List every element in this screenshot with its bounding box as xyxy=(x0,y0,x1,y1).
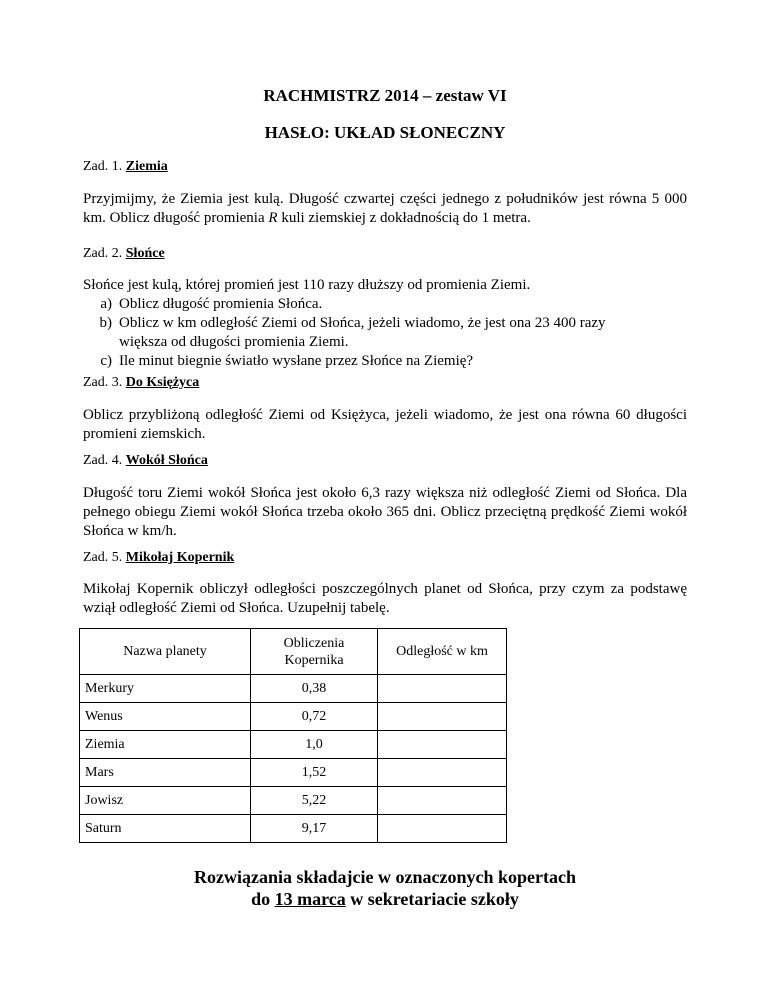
task-3-heading xyxy=(83,373,199,392)
distance-km-cell[interactable] xyxy=(378,787,507,815)
footer-deadline-date: 13 marca xyxy=(274,889,346,909)
task-1-heading xyxy=(83,157,168,176)
page-subtitle: HASŁO: UKŁAD SŁONECZNY xyxy=(264,123,506,142)
planet-distance-table xyxy=(79,628,507,843)
task-5-prefix: Zad. 5. xyxy=(83,550,123,565)
task-2-text: Słońce jest kulą, której promień jest 110 razy dłuższy od promienia Ziemi. xyxy=(83,277,531,293)
planet-name: Merkury xyxy=(80,675,251,703)
item-text: Oblicz długość promienia Słońca. xyxy=(119,296,323,312)
copernicus-value: 5,22 xyxy=(251,787,378,815)
task-3-name: Do Księżyca xyxy=(125,375,200,390)
task-3-prefix: Zad. 3. xyxy=(83,375,123,390)
copernicus-value: 9,17 xyxy=(251,815,378,843)
task-2-prefix: Zad. 2. xyxy=(83,246,123,261)
table-row xyxy=(80,703,507,731)
header-planet-name: Nazwa planety xyxy=(80,629,251,675)
task-2-item-b xyxy=(83,314,687,352)
task-4-name: Wokół Słońca xyxy=(125,453,208,468)
task-1-radius-symbol: R xyxy=(268,210,278,226)
task-1-text xyxy=(83,190,687,228)
header-distance-km: Odległość w km xyxy=(378,629,507,675)
distance-km-cell[interactable] xyxy=(378,731,507,759)
task-2-heading xyxy=(83,244,165,263)
task-5-name: Mikołaj Kopernik xyxy=(125,550,235,565)
distance-km-cell[interactable] xyxy=(378,815,507,843)
footer-line-1: Rozwiązania składajcie w oznaczonych kopertach xyxy=(194,867,576,887)
table-row xyxy=(80,675,507,703)
task-1-text-a: Przyjmijmy, że Ziemia jest kulą. Długość czwartej części jednego z południków jest równa 5 000 km. Oblicz długość promienia xyxy=(83,191,687,226)
task-1-name: Ziemia xyxy=(125,159,168,174)
item-text: Ile minut biegnie światło wysłane przez Słońce na Ziemię? xyxy=(119,353,474,369)
task-2-item-c xyxy=(83,352,687,371)
task-4-text: Długość toru Ziemi wokół Słońca jest około 6,3 razy większa niż odległość Ziemi od Słońca. Dla pełnego obiegu Ziemi wokół Słońca trzeba około 365 dni. Oblicz przeciętną prędkość Ziemi wokół Słońca w km/h. xyxy=(83,485,687,539)
header-copernicus: Obliczenia Kopernika xyxy=(251,629,378,675)
task-2-item-a xyxy=(83,295,687,314)
page-title: RACHMISTRZ 2014 – zestaw VI xyxy=(263,86,507,105)
item-label: a) xyxy=(100,296,112,312)
task-4-heading xyxy=(83,451,208,470)
footer-prefix: do xyxy=(251,889,275,909)
task-2-name: Słońce xyxy=(125,246,165,261)
item-label: b) xyxy=(99,315,112,331)
distance-km-cell[interactable] xyxy=(378,759,507,787)
planet-name: Mars xyxy=(80,759,251,787)
task-4-prefix: Zad. 4. xyxy=(83,453,123,468)
planet-name: Ziemia xyxy=(80,731,251,759)
copernicus-value: 1,0 xyxy=(251,731,378,759)
planet-name: Saturn xyxy=(80,815,251,843)
table-row xyxy=(80,787,507,815)
planet-name: Jowisz xyxy=(80,787,251,815)
item-text: Oblicz w km odległość Ziemi od Słońca, jeżeli wiadomo, że jest ona 23 400 razy większa od długości promienia Ziemi. xyxy=(119,315,606,350)
distance-km-cell[interactable] xyxy=(378,675,507,703)
copernicus-value: 0,72 xyxy=(251,703,378,731)
copernicus-value: 0,38 xyxy=(251,675,378,703)
task-3-text: Oblicz przybliżoną odległość Ziemi od Księżyca, jeżeli wiadomo, że jest ona równa 60 długości promieni ziemskich. xyxy=(83,407,687,442)
footer-suffix: w sekretariacie szkoły xyxy=(345,889,519,909)
distance-km-cell[interactable] xyxy=(378,703,507,731)
planet-name: Wenus xyxy=(80,703,251,731)
task-1-prefix: Zad. 1. xyxy=(83,159,123,174)
table-row xyxy=(80,815,507,843)
copernicus-value: 1,52 xyxy=(251,759,378,787)
table-row xyxy=(80,731,507,759)
footer-line-2 xyxy=(83,888,687,910)
task-5-text: Mikołaj Kopernik obliczył odległości poszczególnych planet od Słońca, przy czym za podstawę wziął odległość Ziemi od Słońca. Uzupełnij tabelę. xyxy=(83,581,687,616)
task-5-heading xyxy=(83,548,234,567)
task-2-sublist xyxy=(83,295,687,371)
item-label: c) xyxy=(100,353,112,369)
table-header-row xyxy=(80,629,507,675)
table-row xyxy=(80,759,507,787)
task-1-text-b: kuli ziemskiej z dokładnością do 1 metra. xyxy=(277,210,531,226)
